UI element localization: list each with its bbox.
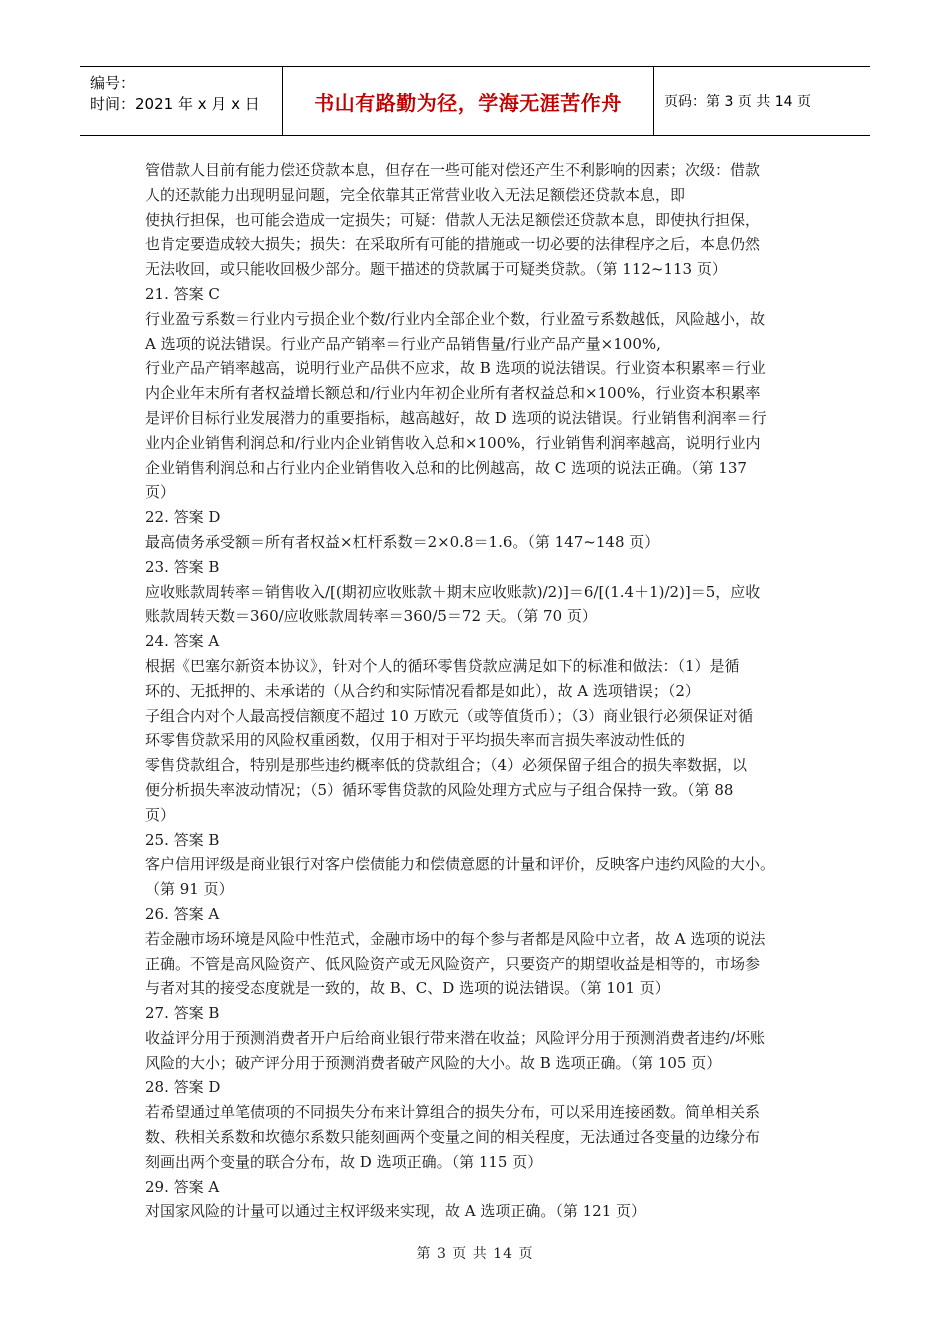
text-line: 内企业年末所有者权益增长额总和/行业内年初企业所有者权益总和×100%，行业资本积累率 xyxy=(145,384,761,403)
page-footer: 第 3 页 共 14 页 xyxy=(416,1246,534,1262)
document-number-label: 编号： xyxy=(90,74,136,92)
text-line: 刻画出两个变量的联合分布，故 D 选项正确。（第 115 页） xyxy=(145,1152,543,1171)
text-line: 收益评分用于预测消费者开户后给商业银行带来潜在收益；风险评分用于预测消费者违约/坏账 xyxy=(145,1028,766,1047)
text-line: 是评价目标行业发展潜力的重要指标，越高越好，故 D 选项的说法错误。行业销售利润率＝行 xyxy=(145,408,767,427)
text-line: 页） xyxy=(145,805,176,824)
text-line: 数、秩相关系数和坎德尔系数只能刻画两个变量之间的相关程度，无法通过各变量的边缘分布 xyxy=(145,1128,761,1147)
text-line: 29. 答案 A xyxy=(145,1177,220,1196)
text-line: 21. 答案 C xyxy=(145,284,220,303)
text-line: 管借款人目前有能力偿还贷款本息，但存在一些可能对偿还产生不利影响的因素；次级：借款 xyxy=(145,161,761,179)
text-line: 27. 答案 B xyxy=(145,1004,220,1023)
text-line: 26. 答案 A xyxy=(145,904,220,923)
text-line: 页） xyxy=(145,483,176,502)
text-line: 与者对其的接受态度就是一致的，故 B、C、D 选项的说法错误。（第 101 页） xyxy=(145,979,670,998)
text-line: 便分析损失率波动情况；（5）循环零售贷款的风险处理方式应与子组合保持一致。（第 88 xyxy=(145,780,734,799)
text-line: 行业产品产销率越高，说明行业产品供不应求，故 B 选项的说法错误。行业资本积累率＝行业 xyxy=(145,359,766,378)
document-time-label: 时间：2021 年 x 月 x 日 xyxy=(90,95,260,113)
page-header xyxy=(80,66,870,136)
text-line: 根据《巴塞尔新资本协议》，针对个人的循环零售贷款应满足如下的标准和做法：（1）是循 xyxy=(145,656,740,675)
text-line: 正确。不管是高风险资产、低风险资产或无风险资产，只要资产的期望收益是相等的，市场参 xyxy=(145,954,761,973)
text-line: 人的还款能力出现明显问题，完全依靠其正常营业收入无法足额偿还贷款本息，即 xyxy=(145,185,686,204)
header-motto: 书山有路勤为径，学海无涯苦作舟 xyxy=(282,67,654,135)
text-line: 行业盈亏系数＝行业内亏损企业个数/行业内全部企业个数，行业盈亏系数越低，风险越小，故 xyxy=(145,309,766,328)
text-line: 最高债务承受额＝所有者权益×杠杆系数＝2×0.8＝1.6。（第 147~148 页） xyxy=(145,532,660,551)
text-line: 23. 答案 B xyxy=(145,557,220,576)
text-line: 零售贷款组合，特别是那些违约概率低的贷款组合；（4）必须保留子组合的损失率数据，以 xyxy=(145,756,748,775)
text-line: 使执行担保，也可能会造成一定损失；可疑：借款人无法足额偿还贷款本息，即使执行担保， xyxy=(145,210,761,229)
text-line: 子组合内对个人最高授信额度不超过 10 万欧元（或等值货币）；（3）商业银行必须保证对循 xyxy=(145,706,754,725)
document-body xyxy=(145,158,825,1224)
text-line: 无法收回，或只能收回极少部分。题干描述的贷款属于可疑类贷款。（第 112~113 页） xyxy=(145,260,727,279)
text-line: 账款周转天数＝360/应收账款周转率＝360/5＝72 天。（第 70 页） xyxy=(145,607,597,626)
header-meta xyxy=(80,67,282,135)
text-line: 风险的大小；破产评分用于预测消费者破产风险的大小。故 B 选项正确。（第 105 页） xyxy=(145,1053,722,1072)
text-line: （第 91 页） xyxy=(145,880,234,899)
text-line: 24. 答案 A xyxy=(145,632,220,651)
text-line: 企业销售利润总和占行业内企业销售收入总和的比例越高，故 C 选项的说法正确。（第 137 xyxy=(145,458,747,477)
header-page-number: 页码：第 3 页 共 14 页 xyxy=(664,94,811,110)
text-line: 28. 答案 D xyxy=(145,1078,221,1097)
text-line: 客户信用评级是商业银行对客户偿债能力和偿债意愿的计量和评价，反映客户违约风险的大小。 xyxy=(145,855,776,874)
text-line: 应收账款周转率＝销售收入/[(期初应收账款＋期末应收账款)/2)]＝6/[(1.4＋1)/2)]＝5，应收 xyxy=(145,582,761,601)
text-line: 环的、无抵押的、未承诺的（从合约和实际情况看都是如此），故 A 选项错误；（2） xyxy=(145,681,700,700)
text-line: 对国家风险的计量可以通过主权评级来实现，故 A 选项正确。（第 121 页） xyxy=(145,1202,647,1221)
text-line: 也肯定要造成较大损失；损失：在采取所有可能的措施或一切必要的法律程序之后，本息仍然 xyxy=(145,235,761,254)
text-line: A 选项的说法错误。行业产品产销率＝行业产品销售量/行业产品产量×100%, xyxy=(145,334,661,353)
text-line: 环零售贷款采用的风险权重函数，仅用于相对于平均损失率而言损失率波动性低的 xyxy=(145,731,686,750)
text-line: 22. 答案 D xyxy=(145,508,221,527)
text-line: 25. 答案 B xyxy=(145,830,220,849)
text-line: 若金融市场环境是风险中性范式，金融市场中的每个参与者都是风险中立者，故 A 选项的说法 xyxy=(145,929,766,948)
text-line: 若希望通过单笔债项的不同损失分布来计算组合的损失分布，可以采用连接函数。简单相关系 xyxy=(145,1103,761,1122)
text-line: 业内企业销售利润总和/行业内企业销售收入总和×100%，行业销售利润率越高，说明行业内 xyxy=(145,433,761,452)
